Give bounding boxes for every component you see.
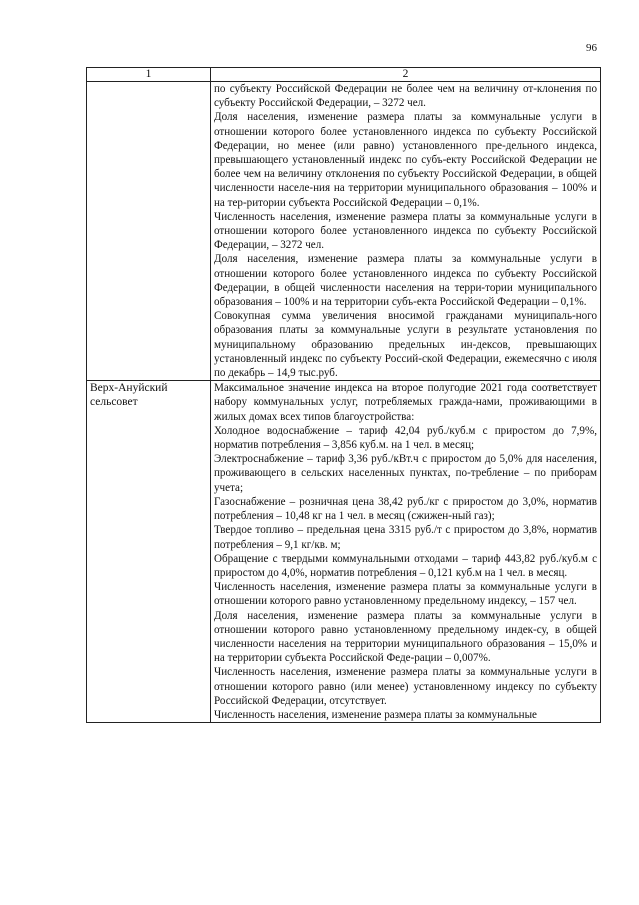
table-header-row bbox=[87, 68, 601, 82]
content-paragraph: Численность населения, изменение размера платы за коммунальные услуги в отношении которого равно установленному предельному индексу, – 157 чел. bbox=[214, 581, 597, 608]
content-paragraph: Численность населения, изменение размера платы за коммунальные bbox=[214, 708, 537, 721]
content-paragraph: Газоснабжение – розничная цена 38,42 руб./кг с приростом до 3,0%, норматив потребления – 10,48 кг на 1 чел. в месяц (сжижен-ный газ); bbox=[214, 495, 597, 523]
content-paragraph: Твердое топливо – предельная цена 3315 руб./т с приростом до 3,8%, норматив потребления – 9,1 кг/кв. м; bbox=[214, 524, 597, 551]
content-paragraph: Совокупная сумма увеличения вносимой гражданами муниципаль-ного образования платы за коммунальные услуги в результате установления по муниципальному образованию предельных ин-дексов, превышающих установленный индекс по субъекту Россий-ской Федерации, ежемесячно с июля по декабрь – 14,9 тыс.руб. bbox=[214, 310, 597, 380]
content-paragraph: Холодное водоснабжение – тариф 42,04 руб./куб.м с приростом до 7,9%, норматив потребления – 3,856 куб.м. на 1 чел. в месяц; bbox=[214, 424, 597, 452]
content-paragraph: Обращение с твердыми коммунальными отходами – тариф 443,82 руб./куб.м с приростом до 4,0%, норматив потребления – 0,121 куб.м на 1 чел. в месяц. bbox=[214, 552, 597, 579]
table-row bbox=[87, 381, 601, 723]
column-header-2: 2 bbox=[211, 68, 601, 82]
content-paragraph: по субъекту Российской Федерации не более чем на величину от-клонения по субъекту Российской Федерации, – 3272 чел. bbox=[214, 83, 597, 110]
row-content-cell bbox=[211, 381, 601, 723]
row-label-line: Верх-Ануйский bbox=[90, 382, 168, 395]
row-label-line: сельсовет bbox=[90, 396, 138, 409]
page-number: 96 bbox=[586, 42, 597, 54]
row-label-cell bbox=[87, 381, 211, 723]
content-paragraph: Численность населения, изменение размера платы за коммунальные услуги в отношении которого более установленного индекса по субъекту Российской Федерации, – 3272 чел. bbox=[214, 210, 597, 252]
table-body bbox=[87, 82, 601, 723]
content-paragraph: Доля населения, изменение размера платы за коммунальные услуги в отношении которого равно установленному предельному индек-су, в общей численности населения на территории муниципального образования – 15,0% и на территории субъекта Российской Феде-рации – 0,007%. bbox=[214, 609, 597, 665]
table-row bbox=[87, 82, 601, 381]
row-label-cell bbox=[87, 82, 211, 381]
content-paragraph: Максимальное значение индекса на второе полугодие 2021 года соответствует набору коммунальных услуг, потребляемых гражда-нами, проживающими в жилых домах всех типов благоустройства: bbox=[214, 382, 597, 423]
content-paragraph: Численность населения, изменение размера платы за коммунальные услуги в отношении которого равно (или менее) установленному индексу по субъекту Российской Федерации, отсутствует. bbox=[214, 666, 597, 707]
row-content-cell bbox=[211, 82, 601, 381]
data-table bbox=[86, 67, 601, 723]
content-paragraph: Электроснабжение – тариф 3,36 руб./кВт.ч с приростом до 5,0% для населения, проживающего в сельских населенных пунктах, по-требление – по приборам учета; bbox=[214, 453, 597, 494]
content-paragraph: Доля населения, изменение размера платы за коммунальные услуги в отношении которого более установленного индекса по субъекту Российской Федерации, но менее (или равно) установленного пре-дельного индекса, превышающего установленный индекс по субъ-екту Российской Федерации не более чем на величину отклонения по субъекту Российской Федерации, в общей численности населе-ния на территории муниципального образования – 100% и на тер-ритории субъекта Российской Федерации – 0,1%. bbox=[214, 111, 597, 209]
content-paragraph: Доля населения, изменение размера платы за коммунальные услуги в отношении которого более установленного индекса по субъекту Российской Федерации, в общей численности населения на терри-тории муниципального образования – 100% и на территории субъ-екта Российской Федерации – 0,1%. bbox=[214, 253, 597, 309]
column-header-1: 1 bbox=[87, 68, 211, 82]
